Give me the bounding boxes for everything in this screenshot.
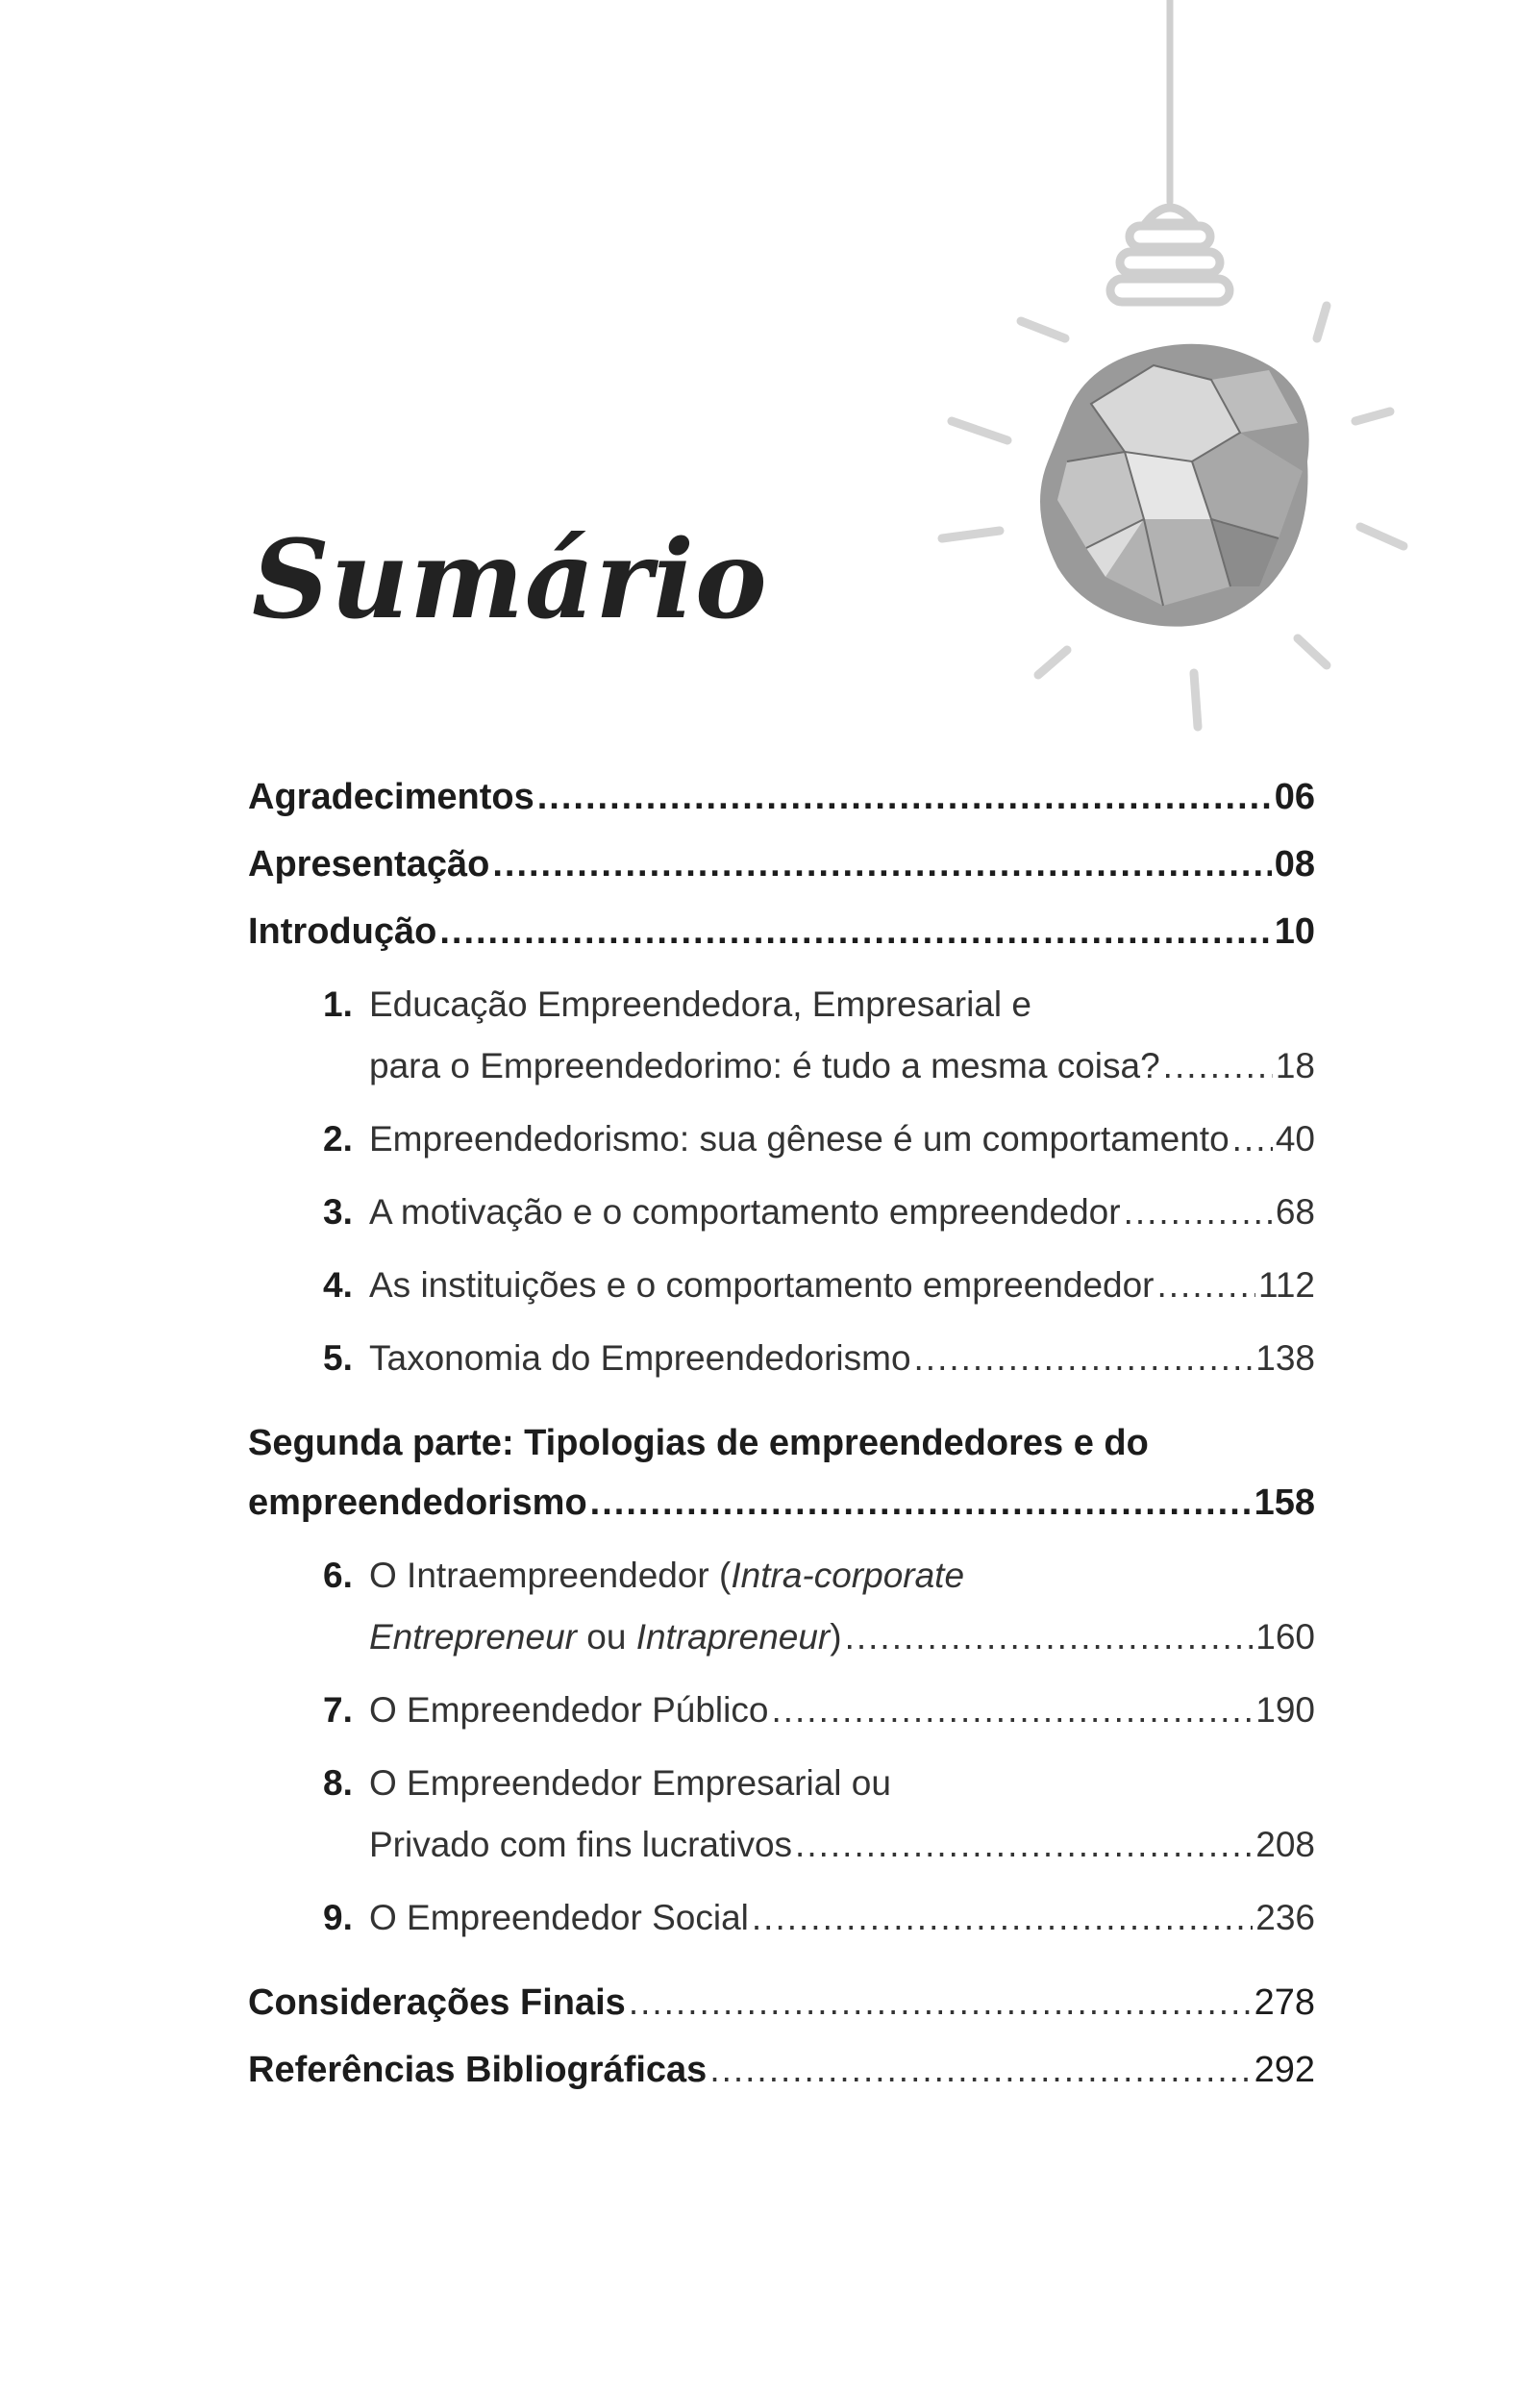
toc-entry-chapter-9[interactable]: 9. O Empreendedor Social ..... 236 [248,1900,1315,1935]
toc-entry-chapter-8-cont[interactable]: Privado com fins lucrativos ..... 208 [248,1827,1315,1862]
lightbulb-illustration [923,0,1423,750]
toc-entry-referencias[interactable]: Referências Bibliográficas ..... 292 [248,2052,1315,2088]
toc-entry-chapter-1-cont[interactable]: para o Empreendedorimo: é tudo a mesma coisa? ..... 18 [248,1048,1315,1084]
toc-entry-introducao[interactable]: Introdução ..... 10 [248,913,1315,950]
toc-entry-chapter-6[interactable]: 6. O Intraempreendedor (Intra-corporate [323,1556,965,1595]
toc-entry-segunda-parte-cont[interactable]: empreendedorismo ..... 158 [248,1484,1315,1521]
toc-entry-apresentacao[interactable]: Apresentação ..... 08 [248,846,1315,883]
toc-entry-consideracoes-finais[interactable]: Considerações Finais ..... 278 [248,1984,1315,2021]
toc-entry-segunda-parte[interactable]: Segunda parte: Tipologias de empreendedores e do [248,1423,1149,1463]
page-title: Sumário [252,517,768,643]
toc-entry-chapter-7[interactable]: 7. O Empreendedor Público ..... 190 [248,1692,1315,1728]
toc-entry-chapter-2[interactable]: 2. Empreendedorismo: sua gênese é um comportamento ..... 40 [248,1121,1315,1157]
toc-entry-agradecimentos[interactable]: Agradecimentos ..... 06 [248,779,1315,815]
toc-entry-chapter-5[interactable]: 5. Taxonomia do Empreendedorismo ..... 138 [248,1340,1315,1376]
toc-entry-chapter-1[interactable]: 1. Educação Empreendedora, Empresarial e [323,984,1031,1024]
crumpled-paper-ball-icon [1040,344,1309,627]
toc-entry-chapter-6-cont[interactable]: Entrepreneur ou Intrapreneur) ..... 160 [248,1619,1315,1655]
toc-entry-chapter-8[interactable]: 8. O Empreendedor Empresarial ou [323,1763,891,1803]
toc-entry-chapter-4[interactable]: 4. As instituições e o comportamento empreendedor ..... 112 [248,1267,1315,1303]
bulb-socket-icon [1110,208,1230,302]
toc-entry-chapter-3[interactable]: 3. A motivação e o comportamento empreendedor ..... 68 [248,1194,1315,1230]
